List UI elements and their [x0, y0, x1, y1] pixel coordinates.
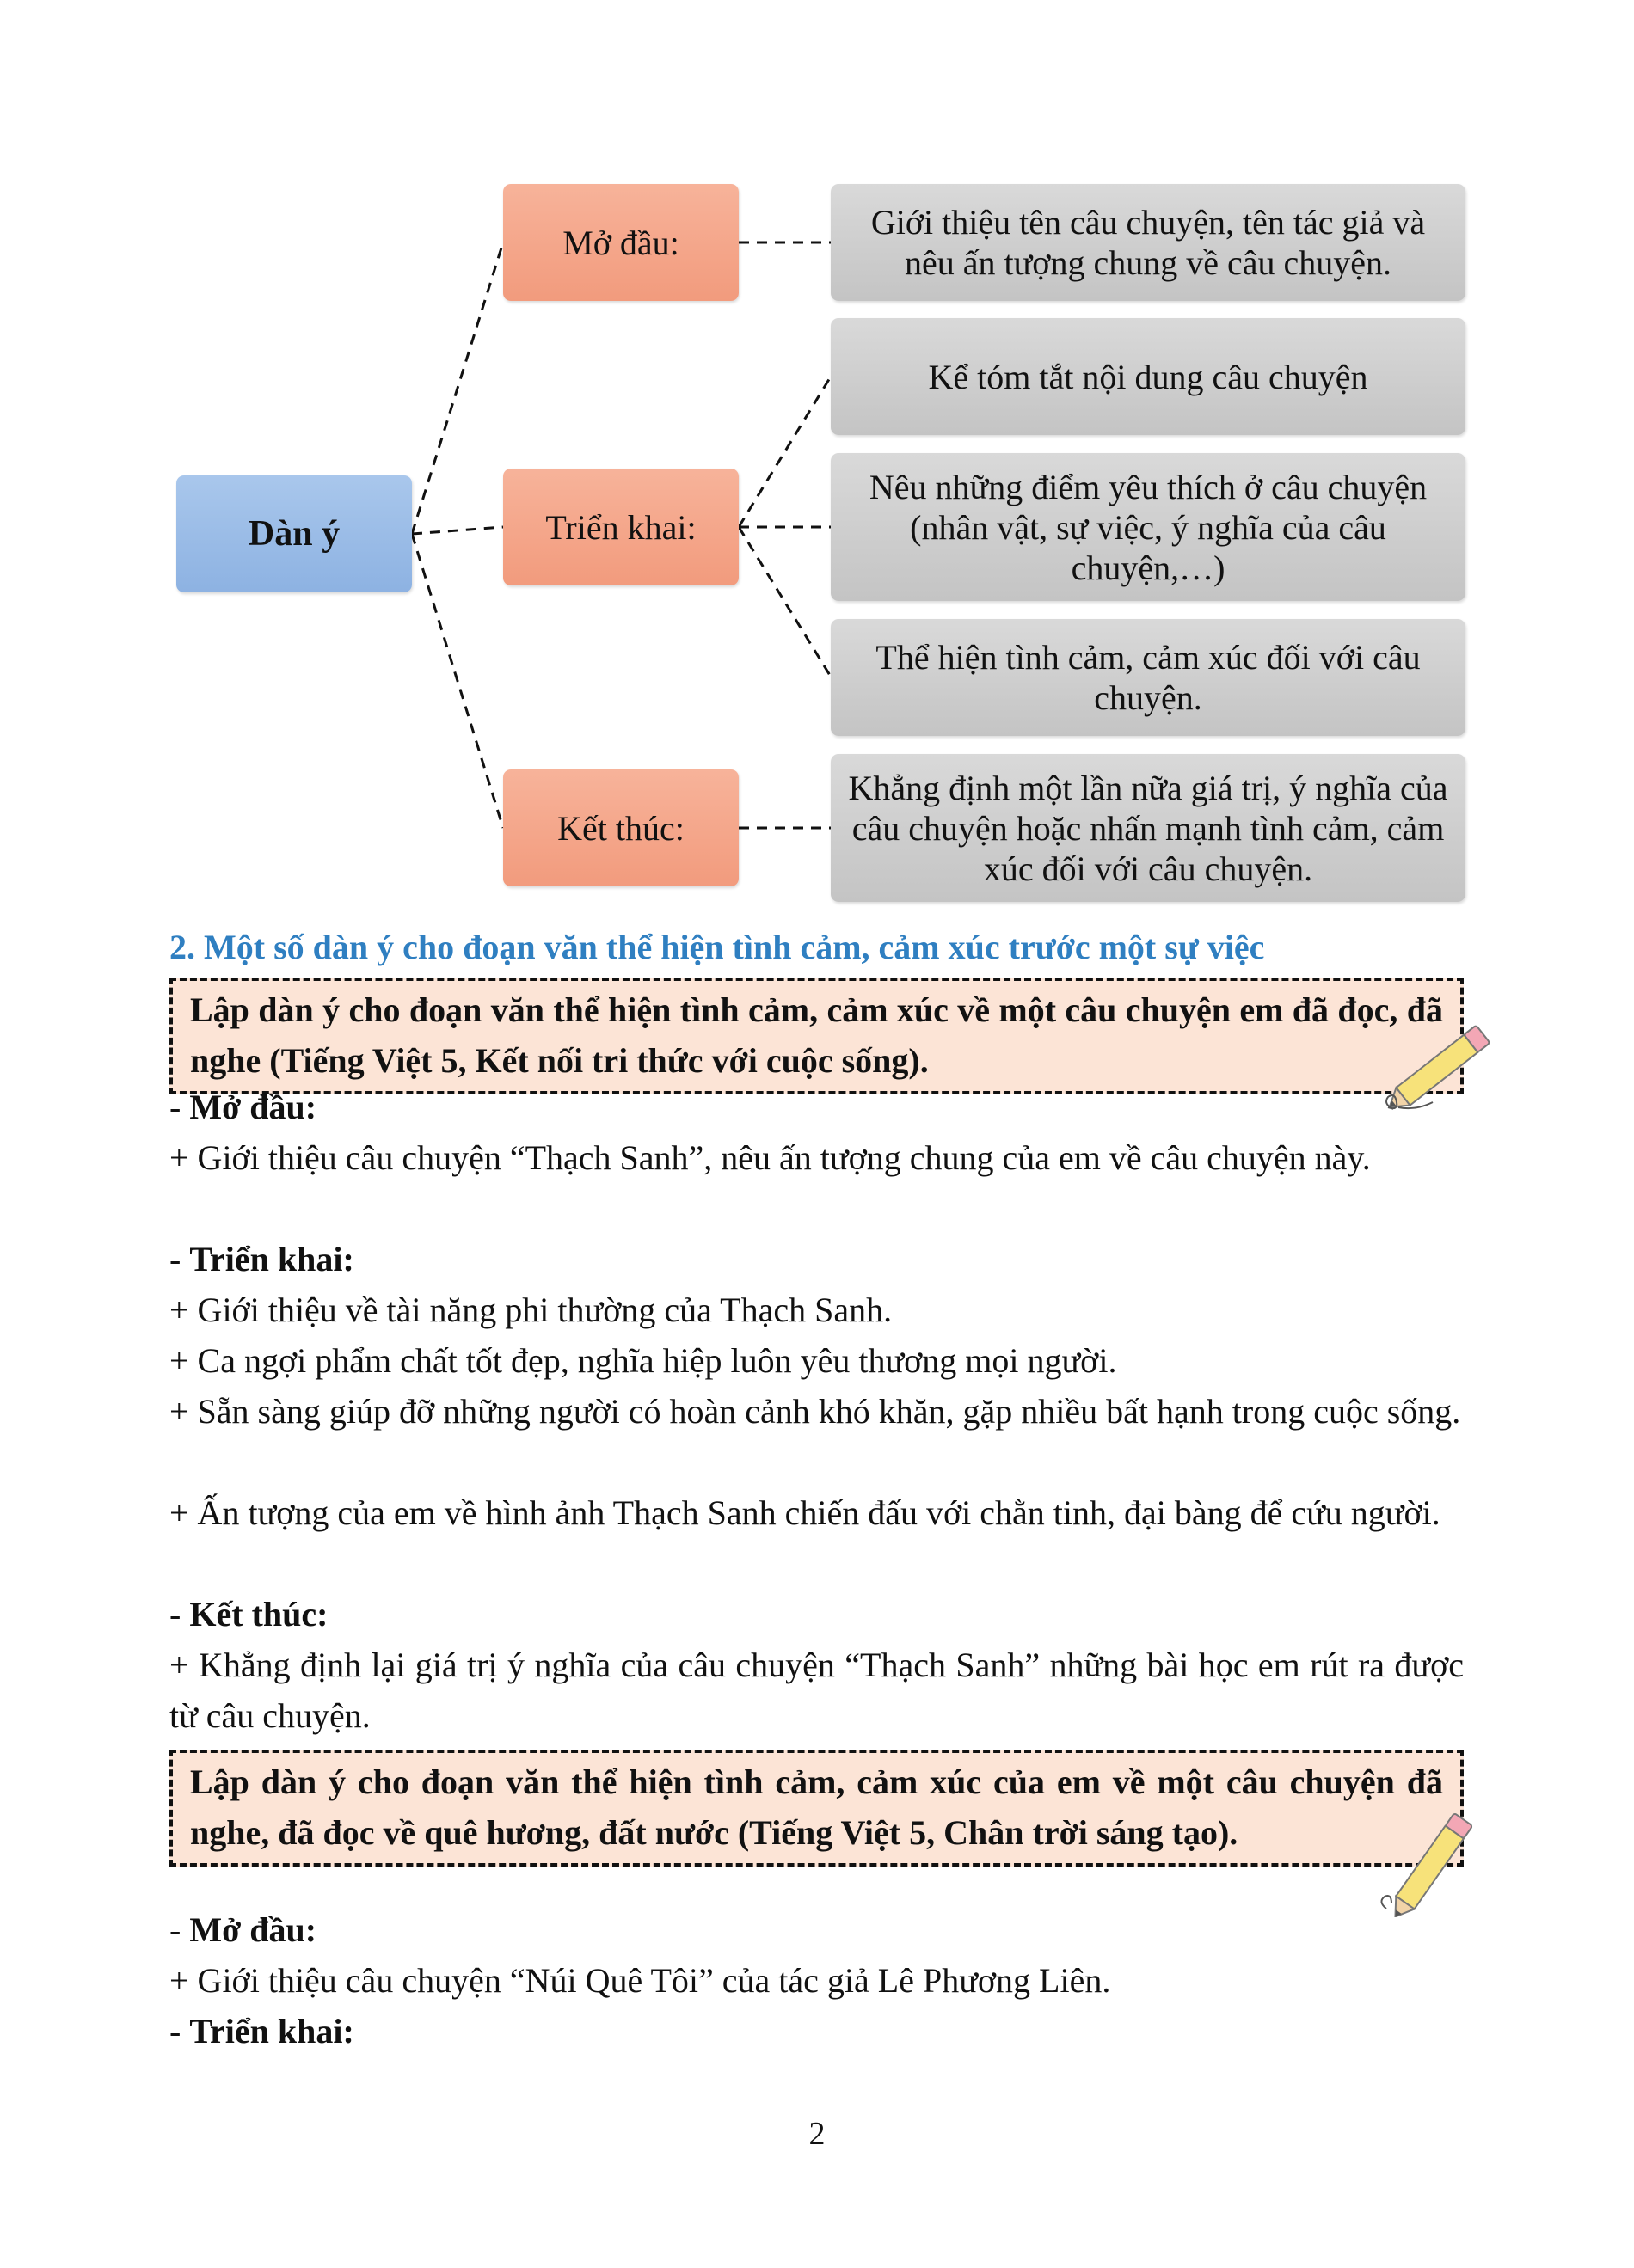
task1-line-6: + Sẵn sàng giúp đỡ những người có hoàn cảnh khó khăn, gặp nhiều bất hạnh trong cuộc sống.: [169, 1392, 1461, 1431]
task-box-1: [169, 978, 1464, 1094]
task1-line-8: - Kết thúc:: [169, 1595, 329, 1634]
task-prompt-2: Lập dàn ý cho đoạn văn thể hiện tình cảm, cảm xúc của em về một câu chuyện đã nghe, đã đọc về quê hương, đất nước (Tiếng Việt 5, Chân trời sáng tạo).: [190, 1762, 1443, 1852]
task1-line-9: + Khẳng định lại giá trị ý nghĩa của câu chuyện “Thạch Sanh” những bài học em rút ra được từ câu chuyện.: [169, 1646, 1464, 1735]
task1-line-3: - Triển khai:: [169, 1240, 354, 1278]
pencil-icon-2: [1367, 1805, 1505, 1917]
connector-trienkhai-leaf1: [739, 377, 831, 527]
task1-line-2: + Giới thiệu câu chuyện “Thạch Sanh”, nêu ấn tượng chung của em về câu chuyện này.: [169, 1138, 1371, 1177]
branch-mo-dau: Mở đầu:: [503, 184, 739, 301]
task1-line-1: - Mở đầu:: [169, 1088, 317, 1126]
branch-trien-khai: Triển khai:: [503, 469, 739, 585]
page-number: 2: [808, 2116, 826, 2152]
connector-root-ketthuc: [412, 534, 503, 828]
task1-line-7: + Ấn tượng của em về hình ảnh Thạch Sanh chiến đấu với chằn tinh, đại bàng để cứu người.: [169, 1493, 1440, 1532]
task1-line-5: + Ca ngợi phẩm chất tốt đẹp, nghĩa hiệp luôn yêu thương mọi người.: [169, 1341, 1117, 1380]
task2-line-1: - Mở đầu:: [169, 1910, 317, 1949]
section-heading: 2. Một số dàn ý cho đoạn văn thể hiện tình cảm, cảm xúc trước một sự việc: [169, 928, 1265, 966]
leaf-trien-khai-3: Thể hiện tình cảm, cảm xúc đối với câu chuyện.: [831, 619, 1465, 736]
branch-ket-thuc: Kết thúc:: [503, 769, 739, 886]
leaf-ket-thuc: Khẳng định một lần nữa giá trị, ý nghĩa của câu chuyện hoặc nhấn mạnh tình cảm, cảm xúc đối với câu chuyện.: [831, 754, 1465, 902]
leaf-trien-khai-2: Nêu những điểm yêu thích ở câu chuyện (nhân vật, sự việc, ý nghĩa của câu chuyện,…): [831, 453, 1465, 601]
task2-line-3: - Triển khai:: [169, 2012, 354, 2050]
task-box-2: [169, 1750, 1464, 1867]
outline-diagram: [0, 0, 1634, 911]
root-node: Dàn ý: [176, 475, 412, 592]
connector-trienkhai-leaf3: [739, 527, 831, 677]
task2-line-2: + Giới thiệu câu chuyện “Núi Quê Tôi” của tác giả Lê Phương Liên.: [169, 1961, 1111, 2000]
task1-line-4: + Giới thiệu về tài năng phi thường của Thạch Sanh.: [169, 1290, 893, 1329]
connector-root-trienkhai: [412, 527, 503, 534]
leaf-mo-dau: Giới thiệu tên câu chuyện, tên tác giả và nêu ấn tượng chung về câu chuyện.: [831, 184, 1465, 301]
leaf-trien-khai-1: Kể tóm tắt nội dung câu chuyện: [831, 318, 1465, 435]
connector-root-modau: [412, 242, 503, 534]
task-prompt-1: Lập dàn ý cho đoạn văn thể hiện tình cảm, cảm xúc về một câu chuyện em đã đọc, đã nghe (Tiếng Việt 5, Kết nối tri thức với cuộc sống).: [190, 990, 1443, 1080]
